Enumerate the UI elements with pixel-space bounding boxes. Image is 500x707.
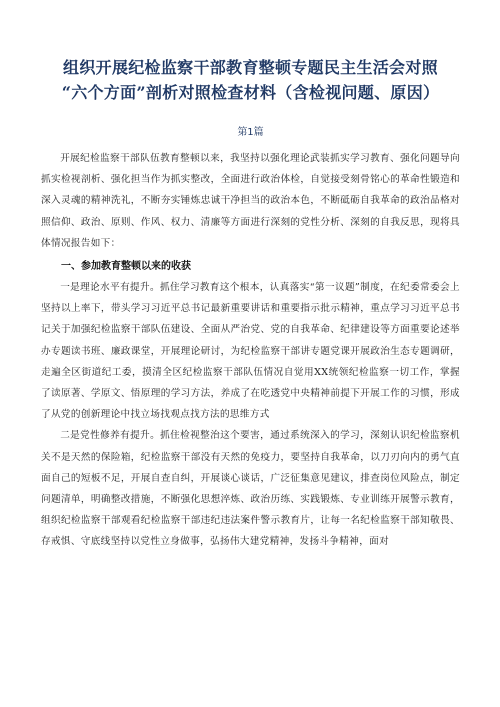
paragraph-theory: 一是理论水平有提升。抓住学习教育这个根本，认真落实“第一议题”制度，在纪委常委会上坚持以上率下，带头学习习近平总书记最新重要讲话和重要指示批示精神，重点学习习近平总书记关于加强纪检监察干部队伍建设、全面从严治党、党的自我革命、纪律建设等方面重要论述举办专题读书班、廉政课堂，开展理论研讨，为纪检监察干部讲专题党课开展政治生态专题调研，走遍全区街道纪工委，摸清全区纪检监察干部队伍情况自觉用XX统领纪检监察一切工作，掌握了读原著、学原文、悟原理的学习方法，养成了在吃透党中央精神前提下开展工作的习惯，形成了从党的创新理论中找立场找观点找方法的思维方式 xyxy=(41,282,460,421)
title-line-1: 组织开展纪检监察干部教育整顿专题民主生活会对照 xyxy=(63,58,438,77)
paragraph-party-spirit: 二是党性修养有提升。抓住检视整治这个要害，通过系统深入的学习，深刻认识纪检监察机关不是天然的保险箱，纪检监察干部没有天然的免疫力，要坚持自我革命，以刀刃向内的勇气直面自己的短板不足，开展自查自纠，开展谈心谈话，广泛征集意见建议，排查岗位风险点，制定问题清单，明确整改措施，不断强化思想淬炼、政治历练、实践锻炼、专业训练开展警示教育，组织纪检监察干部观看纪检监察干部违纪违法案件警示教育片，让每一名纪检监察干部知敬畏、存戒惧、守底线坚持以党性立身做事，弘扬伟大建党精神，发扬斗争精神，面对 xyxy=(41,430,460,548)
title-line-2: “六个方面”剖析对照检查材料（含检视问题、原因） xyxy=(61,83,440,102)
article-label: 第1篇 xyxy=(237,127,264,138)
intro-paragraph: 开展纪检监察干部队伍教育整顿以来，我坚持以强化理论武装抓实学习教育、强化问题导向抓实检视剖析、强化担当作为抓实整改，全面进行政治体检，自觉接受刻骨铭心的革命性锻造和深入灵魂的精神洗礼，不断夯实锤炼忠诚干净担当的政治本色，不断砥砺自我革命的政治品格对照信仰、政治、原则、作风、权力、清廉等方面进行深刻的党性分析、深刻的自我反思，现将具体情况报告如下： xyxy=(41,153,460,249)
section-heading-1: 一、参加教育整顿以来的收获 xyxy=(61,261,191,273)
document-title xyxy=(41,55,460,105)
